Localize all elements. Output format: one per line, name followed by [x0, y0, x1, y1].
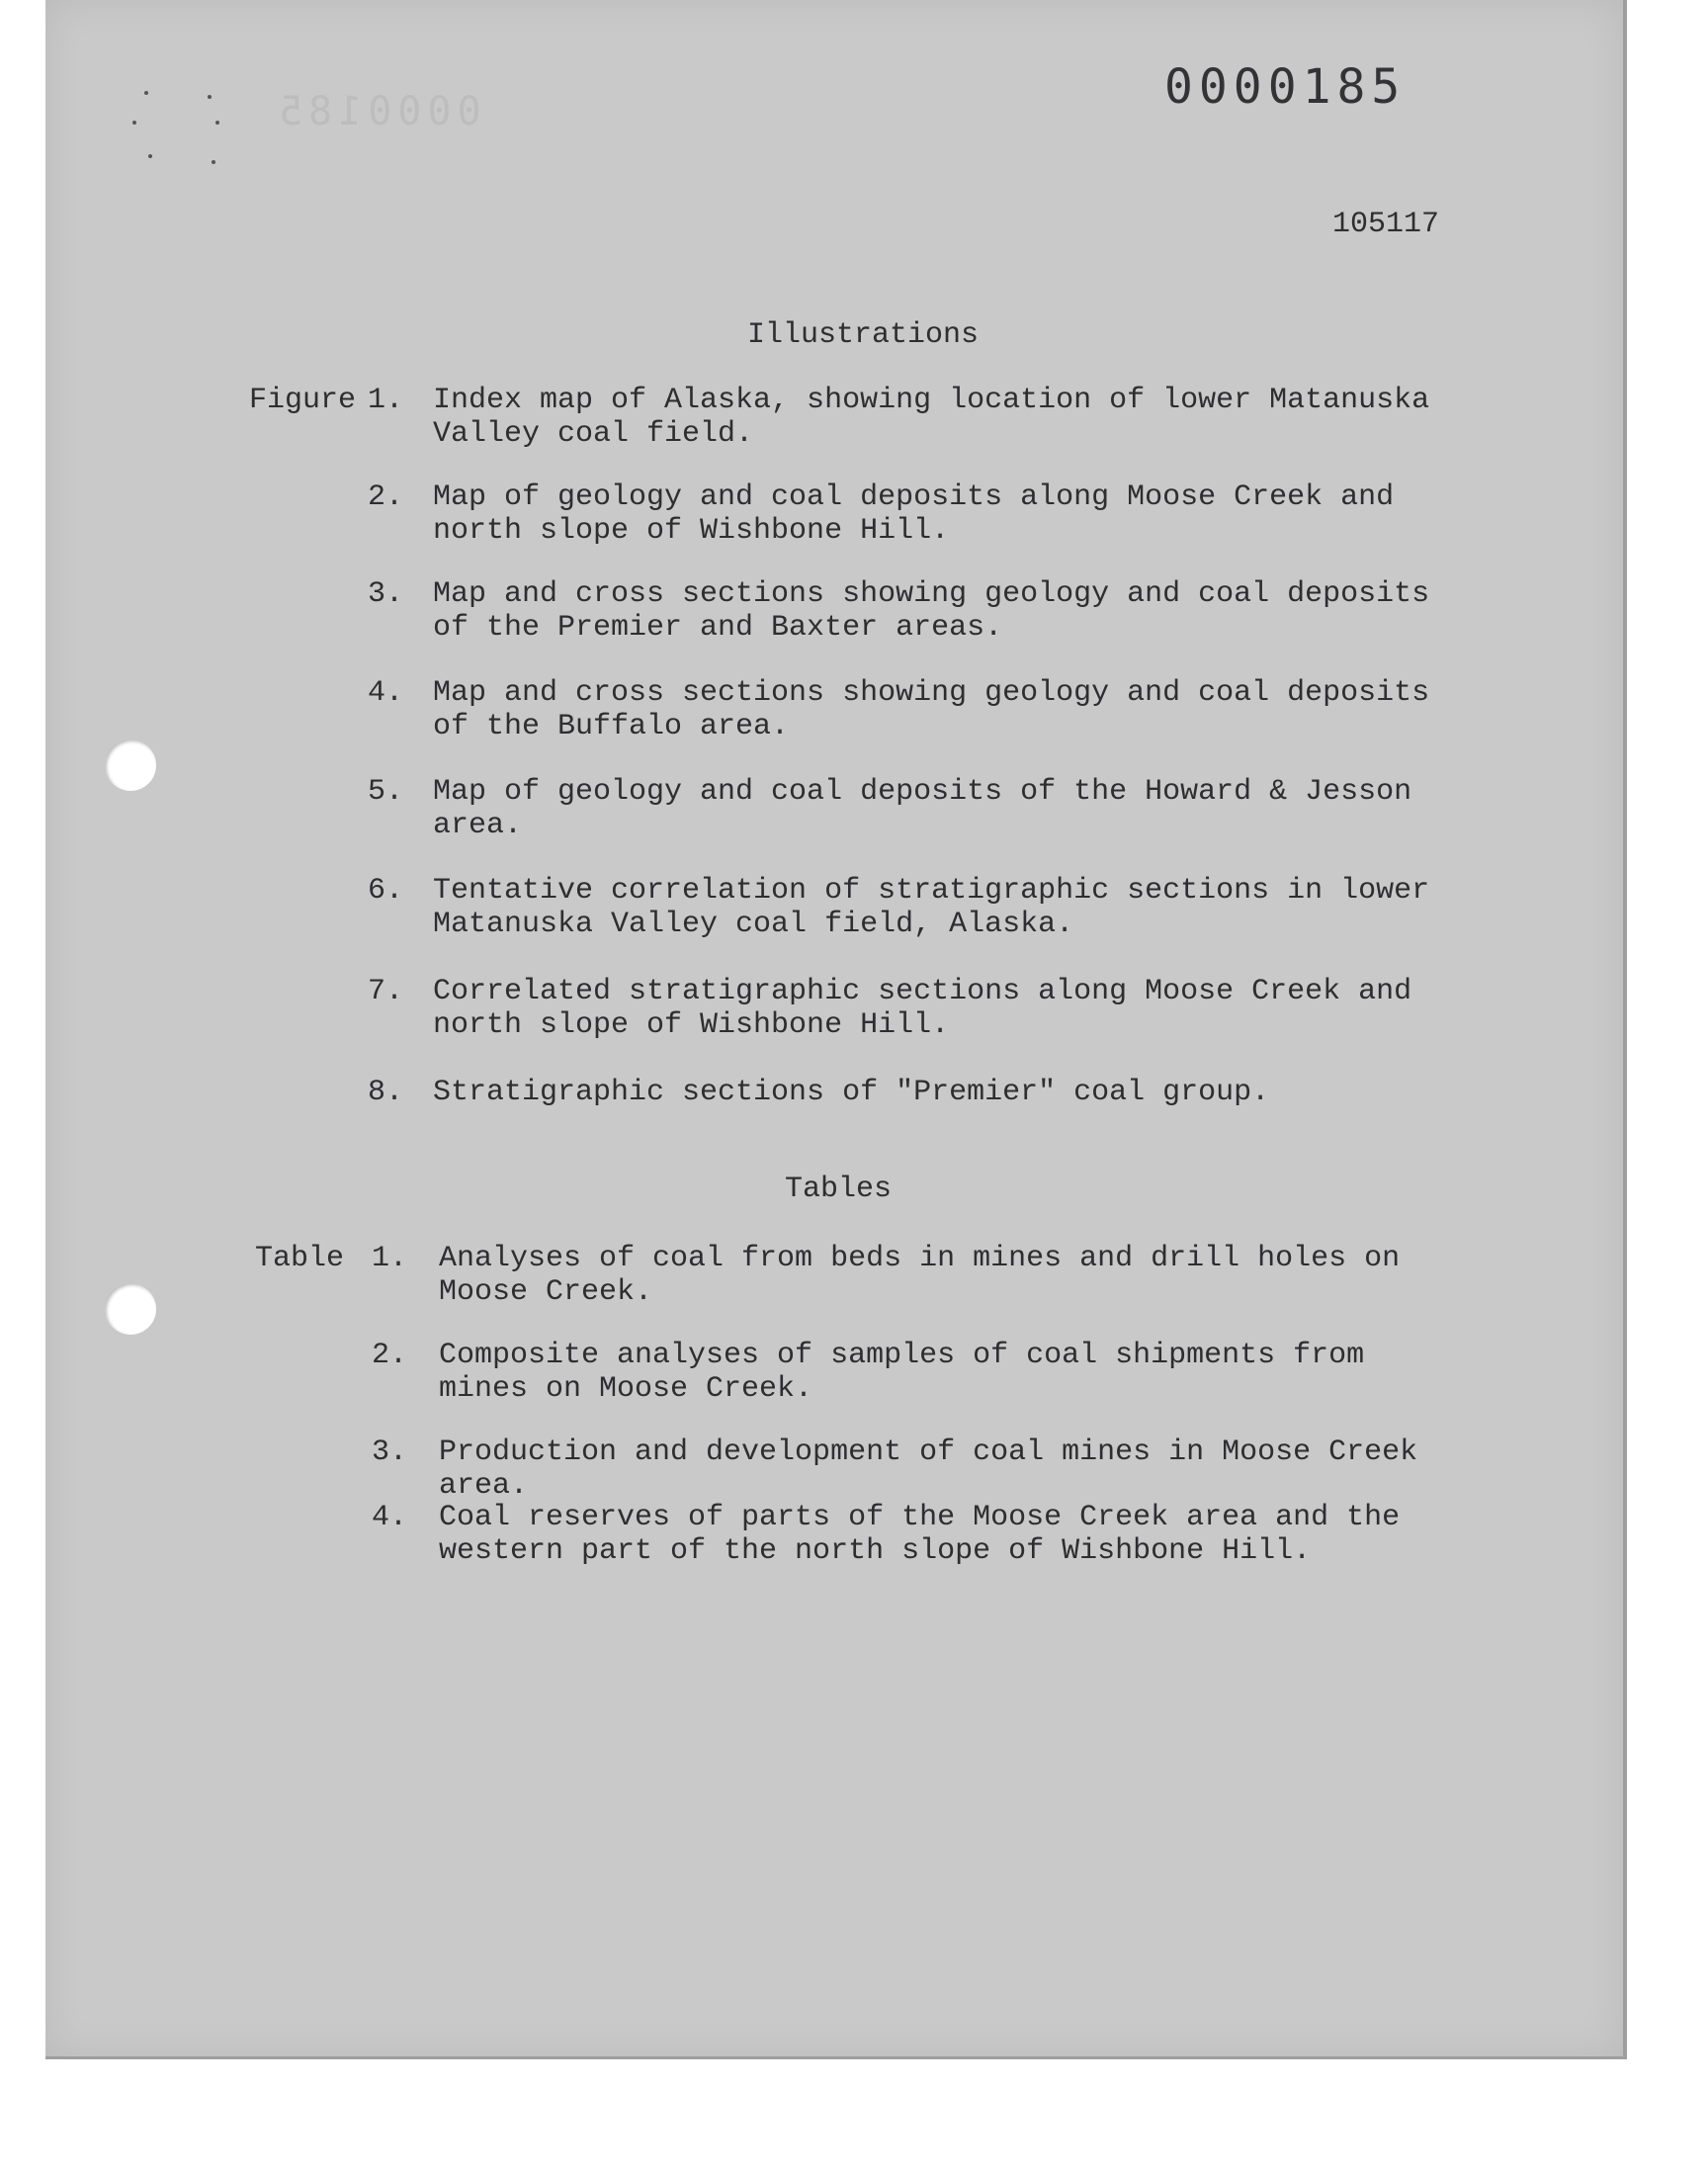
item-text: Analyses of coal from beds in mines and drill holes on Moose Creek. [439, 1242, 1401, 1309]
item-text: Tentative correlation of stratigraphic sections in lower Matanuska Valley coal field, Alaska. [433, 874, 1430, 941]
item-number: 7. [368, 975, 404, 1008]
table-label: Table [255, 1242, 345, 1275]
item-text: Correlated stratigraphic sections along Moose Creek and north slope of Wishbone Hill. [433, 975, 1412, 1042]
item-text: Map of geology and coal deposits of the Howard & Jesson area. [433, 775, 1412, 842]
item-text: Composite analyses of samples of coal shipments from mines on Moose Creek. [439, 1339, 1365, 1406]
document-page [45, 0, 1627, 2059]
item-number: 6. [368, 874, 404, 908]
item-text: Map and cross sections showing geology and coal deposits of the Premier and Baxter areas. [433, 577, 1430, 645]
item-text: Map and cross sections showing geology and coal deposits of the Buffalo area. [433, 676, 1430, 743]
item-text: Map of geology and coal deposits along Moose Creek and north slope of Wishbone Hill. [433, 480, 1395, 548]
item-number: 4. [372, 1501, 408, 1534]
item-text: Stratigraphic sections of "Premier" coal group. [433, 1076, 1270, 1109]
item-number: 8. [368, 1076, 404, 1109]
item-number: 2. [368, 480, 404, 514]
speck [212, 160, 215, 164]
illustrations-heading: Illustrations [747, 318, 980, 352]
punch-hole [105, 740, 156, 791]
item-number: 3. [372, 1436, 408, 1469]
item-number: 5. [368, 775, 404, 809]
item-text: Production and development of coal mines in Moose Creek area. [439, 1436, 1418, 1503]
speck [208, 95, 212, 99]
bleed-through-number: 0000185 [273, 89, 481, 134]
item-text: Index map of Alaska, showing location of lower Matanuska Valley coal field. [433, 384, 1430, 451]
speck [148, 154, 152, 158]
punch-hole [105, 1283, 156, 1335]
tables-heading: Tables [785, 1173, 893, 1206]
stamp-number: 0000185 [1164, 59, 1407, 115]
item-number: 1. [372, 1242, 408, 1275]
item-number: 3. [368, 577, 404, 611]
item-text: Coal reserves of parts of the Moose Creek area and the western part of the north slope of Wishbone Hill. [439, 1501, 1401, 1568]
item-number: 4. [368, 676, 404, 710]
document-id: 105117 [1332, 208, 1440, 241]
speck [144, 91, 148, 95]
figure-label: Figure [249, 384, 357, 417]
item-number: 1. [368, 384, 404, 417]
speck [132, 121, 136, 125]
speck [215, 121, 219, 125]
item-number: 2. [372, 1339, 408, 1372]
